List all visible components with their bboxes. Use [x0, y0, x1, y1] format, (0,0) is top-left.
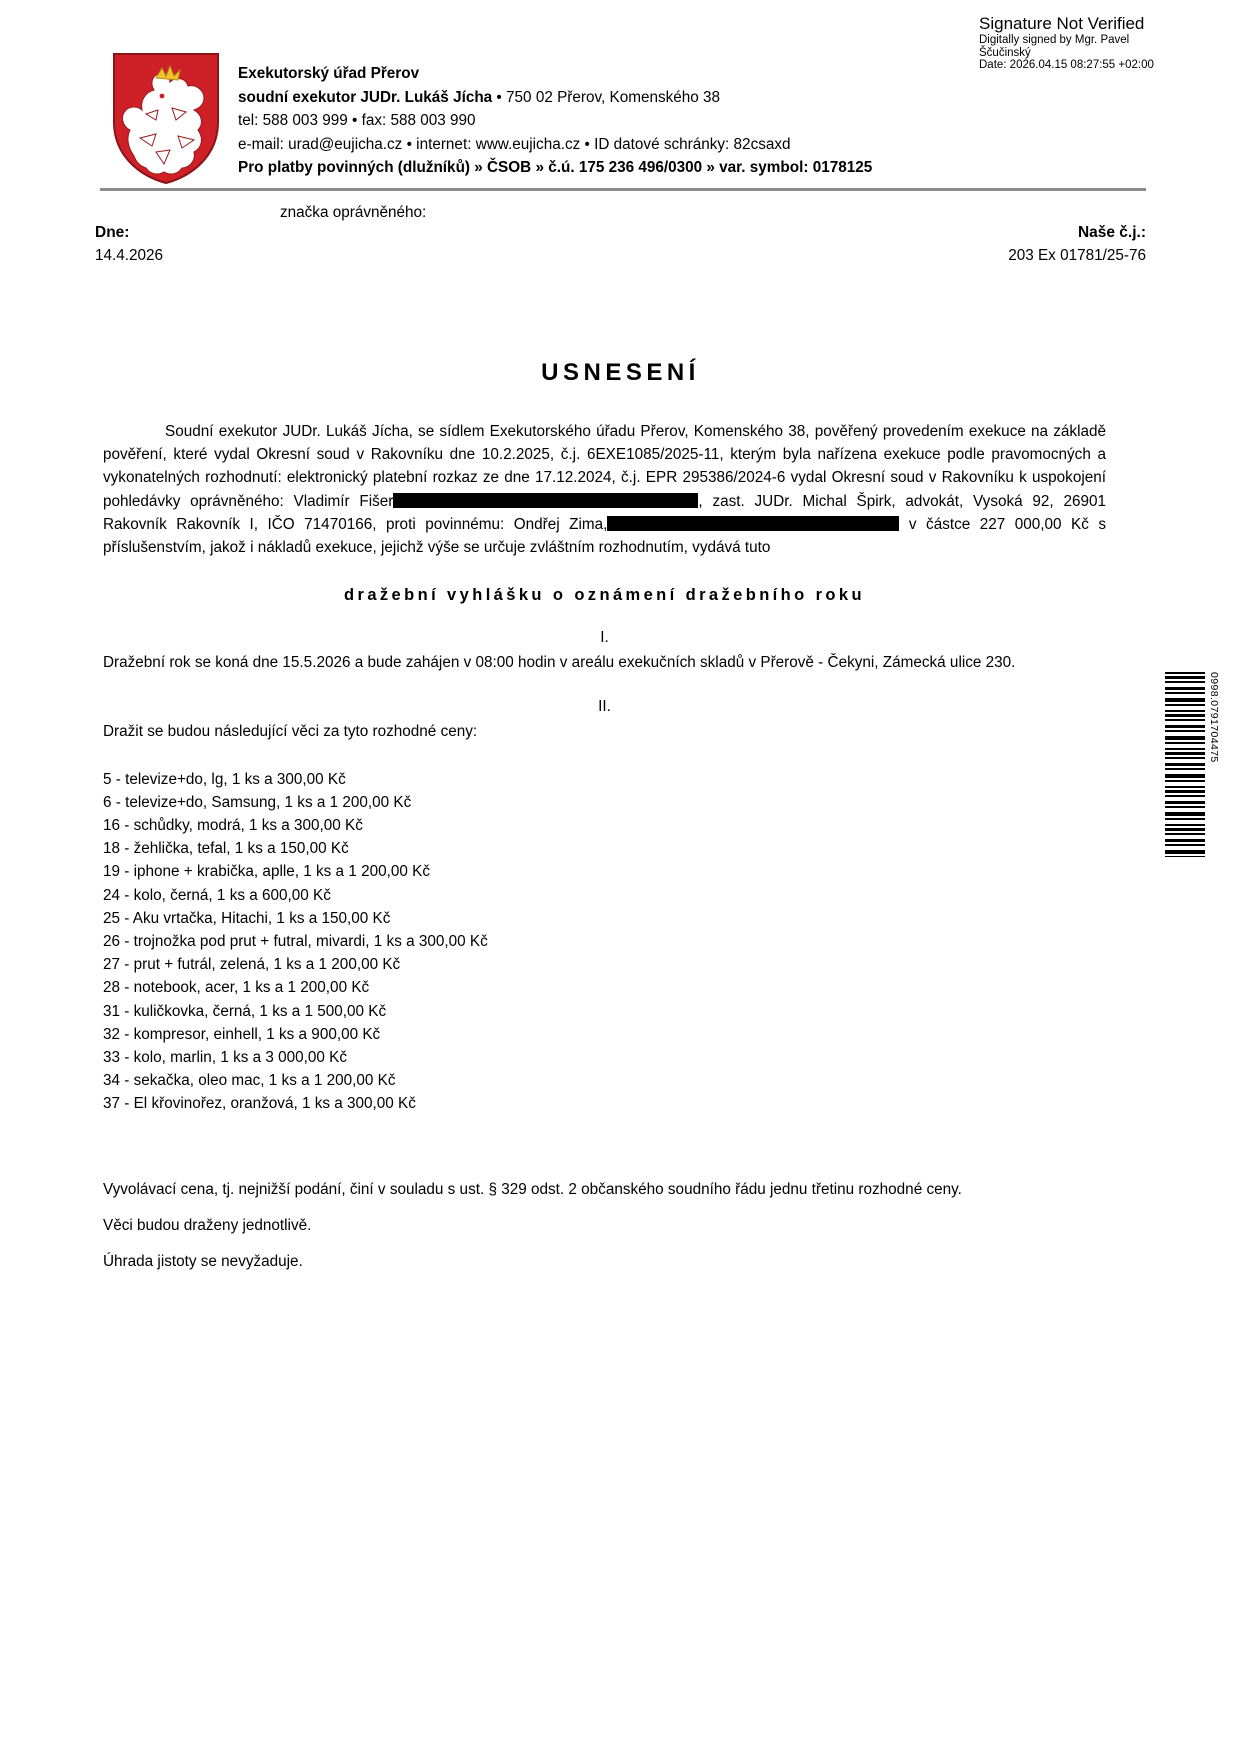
page-title: USNESENÍ — [541, 359, 700, 386]
closing-paragraph-1: Vyvolávací cena, tj. nejnižší podání, činí v souladu s ust. § 329 odst. 2 občanského soudního řádu jednu třetinu rozhodné ceny. — [103, 1180, 962, 1198]
date-value: 14.4.2026 — [95, 247, 164, 264]
executor-line — [238, 86, 872, 110]
document-subtitle: dražební vyhlášku o oznámení dražebního roku — [344, 586, 865, 605]
intro-paragraph — [103, 420, 1106, 559]
redaction-bar-2 — [607, 516, 819, 531]
list-item: 37 - El křovinořez, oranžová, 1 ks a 300,00 Kč — [103, 1095, 416, 1113]
letterhead-text — [238, 52, 872, 180]
list-item: 24 - kolo, černá, 1 ks a 600,00 Kč — [103, 886, 331, 904]
executor-name: soudní exekutor JUDr. Lukáš Jícha — [238, 88, 493, 106]
list-item: 28 - notebook, acer, 1 ks a 1 200,00 Kč — [103, 979, 370, 997]
phone-line: tel: 588 003 999 • fax: 588 003 990 — [238, 112, 476, 129]
header-divider — [100, 188, 1146, 191]
letterhead — [112, 52, 1146, 185]
signature-status: Signature Not Verified — [979, 14, 1145, 33]
list-item: 25 - Aku vrtačka, Hitachi, 1 ks a 150,00 Kč — [103, 909, 391, 927]
list-item: 34 - sekačka, oleo mac, 1 ks a 1 200,00 Kč — [103, 1072, 396, 1090]
barcode-label: 0998.0791704475 — [1208, 672, 1220, 763]
spacer — [103, 1201, 1106, 1214]
list-item: 32 - kompresor, einhell, 1 ks a 900,00 Kč — [103, 1025, 381, 1043]
redaction-bar-1 — [393, 493, 698, 508]
section-two-numeral: II. — [598, 698, 611, 716]
intro-text-part-3: v částce 227 000,00 Kč s příslušenstvím, jakož i nákladů exekuce, jejichž výše se určuje zvláštním rozhodnutím, vydává tuto — [103, 515, 1107, 557]
document-body — [103, 420, 1106, 1273]
date-label: Dne: — [95, 224, 130, 241]
case-number-value: 203 Ex 01781/25-76 — [1008, 247, 1146, 264]
list-item: 26 - trojnožka pod prut + futral, mivardi, 1 ks a 300,00 Kč — [103, 933, 488, 951]
list-item: 18 - žehlička, tefal, 1 ks a 150,00 Kč — [103, 840, 349, 858]
intro-text-part-1: Soudní exekutor JUDr. Lukáš Jícha, se sídlem Exekutorského úřadu Přerov, Komenského 38, pověřený provedením exekuce na základě pověření, které vydal Okresní soud v Rakovníku dne 10.2.2025, č.j. 6EXE1085/2025-11, kterým byla nařízena exekuce podle pravomocných a vykonatelných rozhodnutí: elektronický platební rozkaz ze dne 17.12.2024, č.j. EPR 295386/2024-6 vydal Okresní soud v Rakovníku k uspokojení pohledávky oprávněného: Vladimír Fišer — [103, 423, 1106, 510]
list-item: 31 - kuličkovka, černá, 1 ks a 1 500,00 Kč — [103, 1002, 387, 1020]
executor-address: • 750 02 Přerov, Komenského 38 — [492, 88, 721, 106]
contact-line: e-mail: urad@eujicha.cz • internet: www.eujicha.cz • ID datové schránky: 82csaxd — [238, 135, 791, 153]
closing-paragraph-2: Věci budou draženy jednotlivě. — [103, 1216, 312, 1234]
list-item: 19 - iphone + krabička, aplle, 1 ks a 1 200,00 Kč — [103, 863, 430, 881]
payment-line: Pro platby povinných (dlužníků) » ČSOB » č.ú. 175 236 496/0300 » var. symbol: 0178125 — [238, 159, 873, 176]
list-item: 27 - prut + futrál, zelená, 1 ks a 1 200,00 Kč — [103, 956, 401, 974]
section-two-intro: Dražit se budou následující věci za tyto rozhodné ceny: — [103, 723, 478, 741]
czech-lion-coat-of-arms-icon — [112, 52, 220, 185]
list-item: 16 - schůdky, modrá, 1 ks a 300,00 Kč — [103, 817, 363, 835]
closing-paragraph-3: Úhrada jistoty se nevyžaduje. — [103, 1253, 303, 1271]
znacka-opravneneho-label: značka oprávněného: — [280, 204, 427, 221]
barcode — [1165, 672, 1227, 882]
list-item: 5 - televize+do, lg, 1 ks a 300,00 Kč — [103, 770, 346, 788]
list-item: 33 - kolo, marlin, 1 ks a 3 000,00 Kč — [103, 1049, 348, 1067]
office-name: Exekutorský úřad Přerov — [238, 65, 420, 82]
reference-header — [95, 204, 1146, 274]
section-one-numeral: I. — [600, 629, 609, 647]
signature-signer-surname: Ščučinský — [979, 46, 1031, 59]
spacer — [103, 1116, 1106, 1178]
auction-items-list — [103, 768, 1106, 1116]
redaction-bar-3 — [819, 516, 899, 531]
signature-signed-by: Digitally signed by Mgr. Pavel — [979, 34, 1130, 46]
section-one-text: Dražební rok se koná dne 15.5.2026 a bude zahájen v 08:00 hodin v areálu exekučních skladů v Přerově - Čekyni, Zámecká ulice 230. — [103, 654, 1016, 672]
barcode-bars-icon — [1165, 672, 1205, 857]
list-item: 6 - televize+do, Samsung, 1 ks a 1 200,00 Kč — [103, 793, 412, 811]
intro-text-part-2: , zast. JUDr. Michal Špirk, advokát, Vysoká 92, 26901 Rakovník Rakovník I, IČO 71470166, proti povinnému: Ondřej Zima, — [103, 492, 1107, 533]
spacer — [103, 1237, 1106, 1250]
case-number-label: Naše č.j.: — [1077, 224, 1146, 241]
signature-date: Date: 2026.04.15 08:27:55 +02:00 — [979, 59, 1154, 71]
